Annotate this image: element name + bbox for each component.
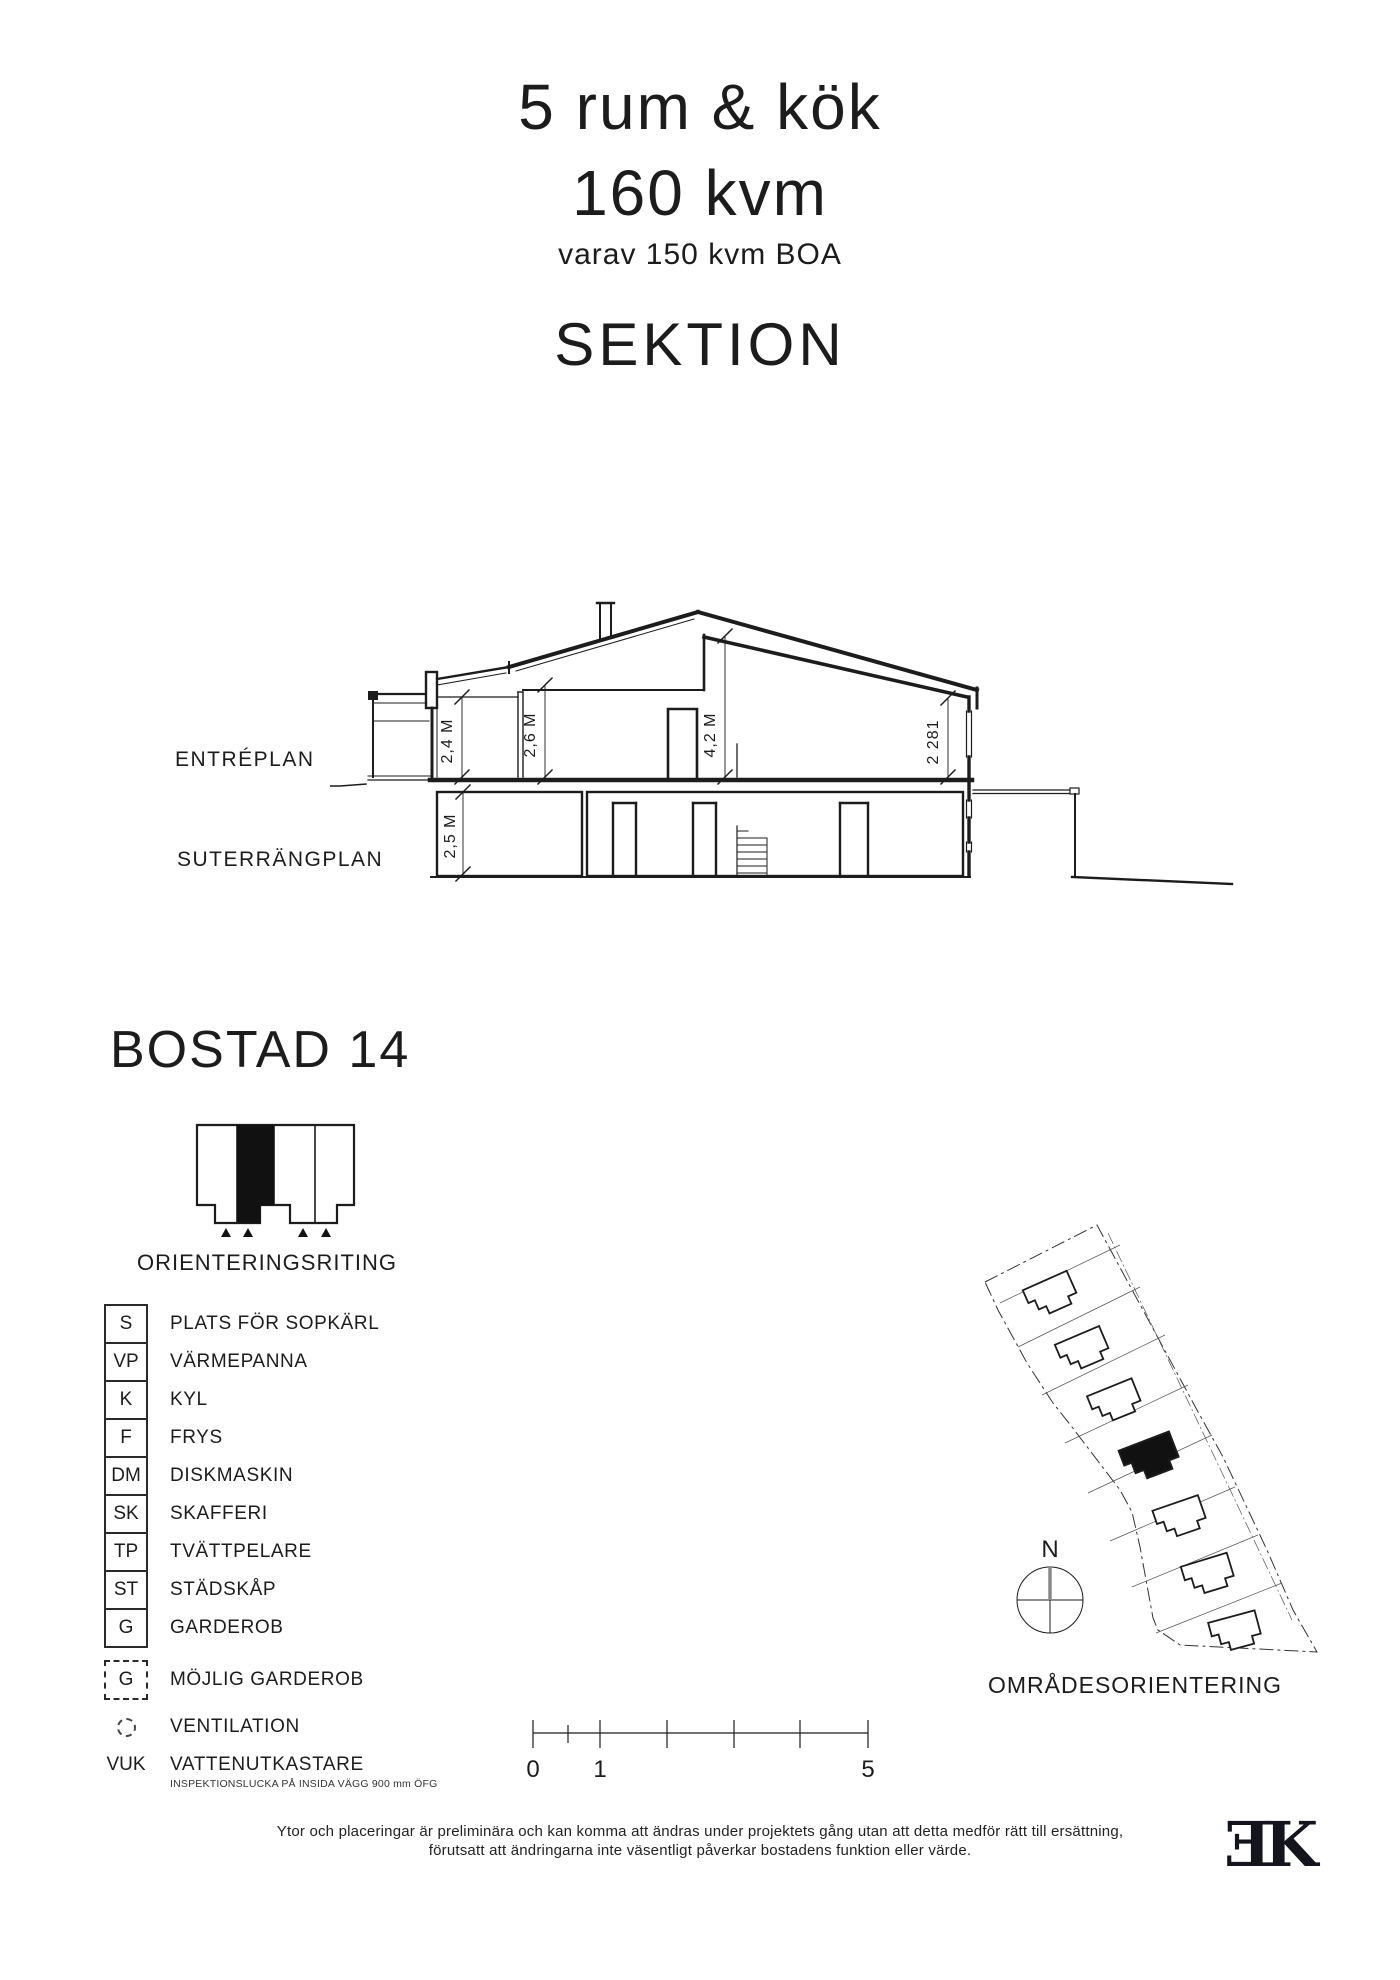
- legend-symbol-vuk: VUK: [106, 1754, 146, 1775]
- entry-door: [668, 709, 697, 777]
- highlighted-house: [1119, 1432, 1182, 1485]
- legend-row-st: ST STÄDSKÅP: [104, 1570, 524, 1610]
- stair: [737, 826, 767, 876]
- orientation-drawing: [190, 1118, 365, 1243]
- site-plan: [960, 1205, 1340, 1705]
- scale-bar: [520, 1705, 890, 1790]
- dim-entry-left: 2,4 M: [439, 718, 456, 764]
- orientation-label: ORIENTERINGSRITING: [137, 1250, 398, 1275]
- area-subtitle: varav 150 kvm BOA: [558, 238, 842, 271]
- scale-tick-1: 1: [593, 1756, 607, 1783]
- dim-right-wall: 2 281: [925, 719, 942, 765]
- entry-level-label: ENTRÉPLAN: [175, 748, 315, 771]
- dim-basement: 2,5 M: [442, 813, 459, 859]
- entry-porch: [368, 691, 431, 780]
- page-title: 5 rum & kök: [518, 71, 882, 143]
- compass: [1017, 1567, 1083, 1633]
- basement: [431, 792, 970, 877]
- main-roof: [509, 612, 977, 690]
- basement-doors: [613, 803, 868, 875]
- disclaimer: [0, 1822, 1400, 1860]
- legend-symbol-g: G: [104, 1608, 148, 1648]
- legend-row-sk: SK SKAFFERI: [104, 1494, 524, 1534]
- building-outline: [197, 1125, 354, 1223]
- section-drawing: [330, 575, 1270, 905]
- entry-markers: [221, 1228, 331, 1237]
- scale-tick-5: 5: [861, 1756, 875, 1783]
- legend-symbol-s: S: [104, 1304, 148, 1344]
- legend-symbol-sk: SK: [104, 1494, 148, 1534]
- ventilation-icon: [104, 1707, 148, 1747]
- chimney: [597, 603, 614, 641]
- legend-symbol-dm: DM: [104, 1456, 148, 1496]
- left-wall: [426, 672, 437, 779]
- legend-row-tp: TP TVÄTTPELARE: [104, 1532, 524, 1572]
- legend-row-f: F FRYS: [104, 1418, 524, 1458]
- header: [0, 70, 1400, 379]
- legend-row-g: G GARDEROB: [104, 1608, 524, 1648]
- basement-level-label: SUTERRÄNGPLAN: [177, 848, 384, 871]
- disclaimer-line-2: förutsatt att ändringarna inte väsentligt påverkar bostadens funktion eller värde.: [428, 1842, 972, 1859]
- ground-line-left: [330, 784, 366, 787]
- clerestory: [704, 635, 967, 697]
- vuk-note: INSPEKTIONSLUCKA PÅ INSIDA VÄGG 900 mm ÖFG: [170, 1778, 438, 1790]
- legend-row-vuk: VUK VATTENUTKASTARE INSPEKTIONSLUCKA PÅ INSIDA VÄGG 900 mm ÖFG: [104, 1754, 524, 1790]
- legend-symbol-vp: VP: [104, 1342, 148, 1382]
- entry-roof: [437, 667, 509, 685]
- house-footprints: [1023, 1271, 1263, 1654]
- legend-row-g-dashed: G MÖJLIG GARDEROB: [104, 1660, 524, 1700]
- scale-tick-0: 0: [526, 1756, 540, 1783]
- dim-entry-mid: 2,6 M: [522, 712, 539, 758]
- legend-row-dm: DM DISKMASKIN: [104, 1456, 524, 1496]
- unit-title: BOSTAD 14: [110, 1021, 411, 1079]
- legend-symbol-g-dashed: G: [104, 1660, 148, 1700]
- legend-row-s: S PLATS FÖR SOPKÄRL: [104, 1304, 524, 1344]
- legend-symbol-tp: TP: [104, 1532, 148, 1572]
- legend-symbol-k: K: [104, 1380, 148, 1420]
- dim-living-high: 4,2 M: [702, 712, 719, 758]
- drawing-type-title: SEKTION: [554, 311, 846, 378]
- company-logo: EK: [1224, 1808, 1319, 1881]
- legend-symbol-st: ST: [104, 1570, 148, 1610]
- site-plan-label: OMRÅDESORIENTERING: [988, 1672, 1283, 1698]
- deck-right: [973, 788, 1232, 884]
- disclaimer-line-1: Ytor och placeringar är preliminära och kan komma att ändras under projektets gång utan att detta medför rätt till ersättning,: [276, 1823, 1124, 1840]
- legend-row-k: K KYL: [104, 1380, 524, 1420]
- legend-symbol-f: F: [104, 1418, 148, 1458]
- north-label: N: [1041, 1536, 1059, 1563]
- highlighted-unit: [237, 1125, 274, 1223]
- area-title: 160 kvm: [572, 157, 828, 229]
- legend: [104, 1306, 524, 1790]
- legend-row-ventilation: VENTILATION: [104, 1712, 524, 1742]
- legend-row-vp: VP VÄRMEPANNA: [104, 1342, 524, 1382]
